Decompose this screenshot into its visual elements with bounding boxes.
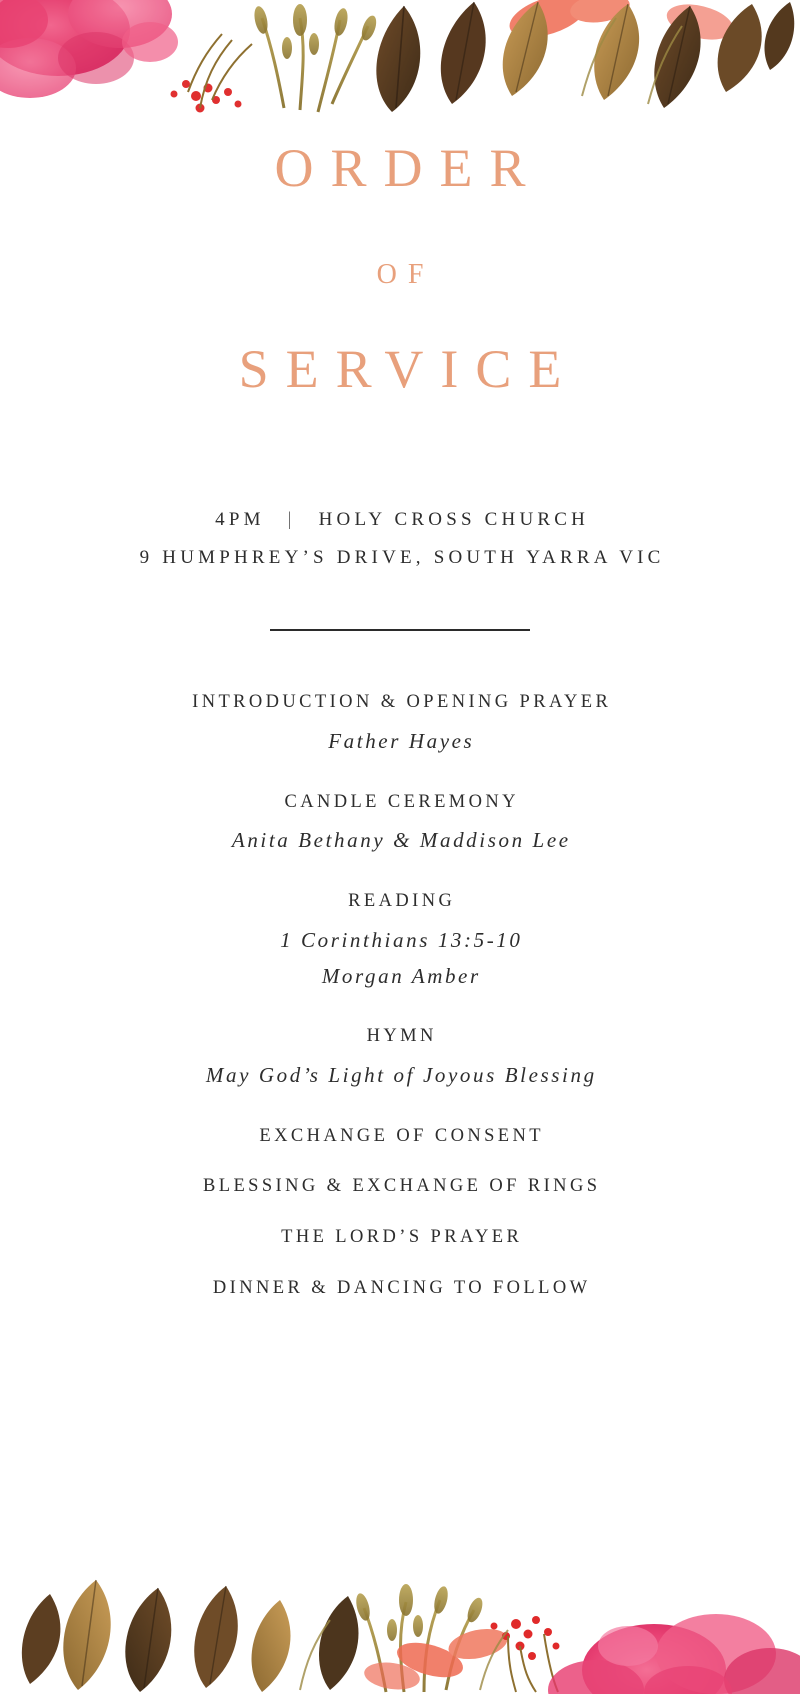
- program-item: [0, 789, 800, 856]
- venue-block: [135, 509, 664, 569]
- title-line-of: OF: [376, 258, 435, 290]
- program-item-subtitle: Anita Bethany & Maddison Lee: [231, 828, 571, 853]
- program-item-subtitle-secondary: Morgan Amber: [321, 963, 481, 988]
- closing-item: EXCHANGE OF CONSENT: [259, 1125, 544, 1146]
- title-line-order: ORDER: [274, 138, 543, 198]
- program-item-title: HYMN: [366, 1026, 437, 1047]
- program-item-title: CANDLE CEREMONY: [284, 791, 519, 812]
- program-list: [0, 689, 800, 1302]
- closing-item: BLESSING & EXCHANGE OF RINGS: [203, 1176, 601, 1197]
- closing-item: DINNER & DANCING TO FOLLOW: [212, 1277, 591, 1298]
- program-item-title: READING: [348, 890, 456, 911]
- page-title: [222, 140, 579, 397]
- program-item-subtitle: May God’s Light of Joyous Blessing: [205, 1063, 597, 1088]
- program-item: [0, 888, 800, 992]
- program-item-title: INTRODUCTION & OPENING PRAYER: [192, 692, 612, 713]
- program-item: [0, 1023, 800, 1090]
- venue-time-and-place: [135, 509, 664, 531]
- venue-address: 9 HUMPHREY’S DRIVE, SOUTH YARRA VIC: [139, 547, 665, 569]
- venue-time: 4PM: [215, 509, 265, 531]
- closing-item: THE LORD’S PRAYER: [281, 1227, 523, 1248]
- title-line-service: SERVICE: [238, 338, 579, 399]
- program-item-subtitle: Father Hayes: [328, 729, 475, 754]
- program-item: [0, 689, 800, 756]
- divider: [270, 629, 530, 631]
- closing-list: [0, 1123, 800, 1303]
- program-item-subtitle: 1 Corinthians 13:5-10: [280, 927, 523, 952]
- venue-separator: |: [287, 509, 296, 531]
- venue-place: HOLY CROSS CHURCH: [318, 509, 590, 531]
